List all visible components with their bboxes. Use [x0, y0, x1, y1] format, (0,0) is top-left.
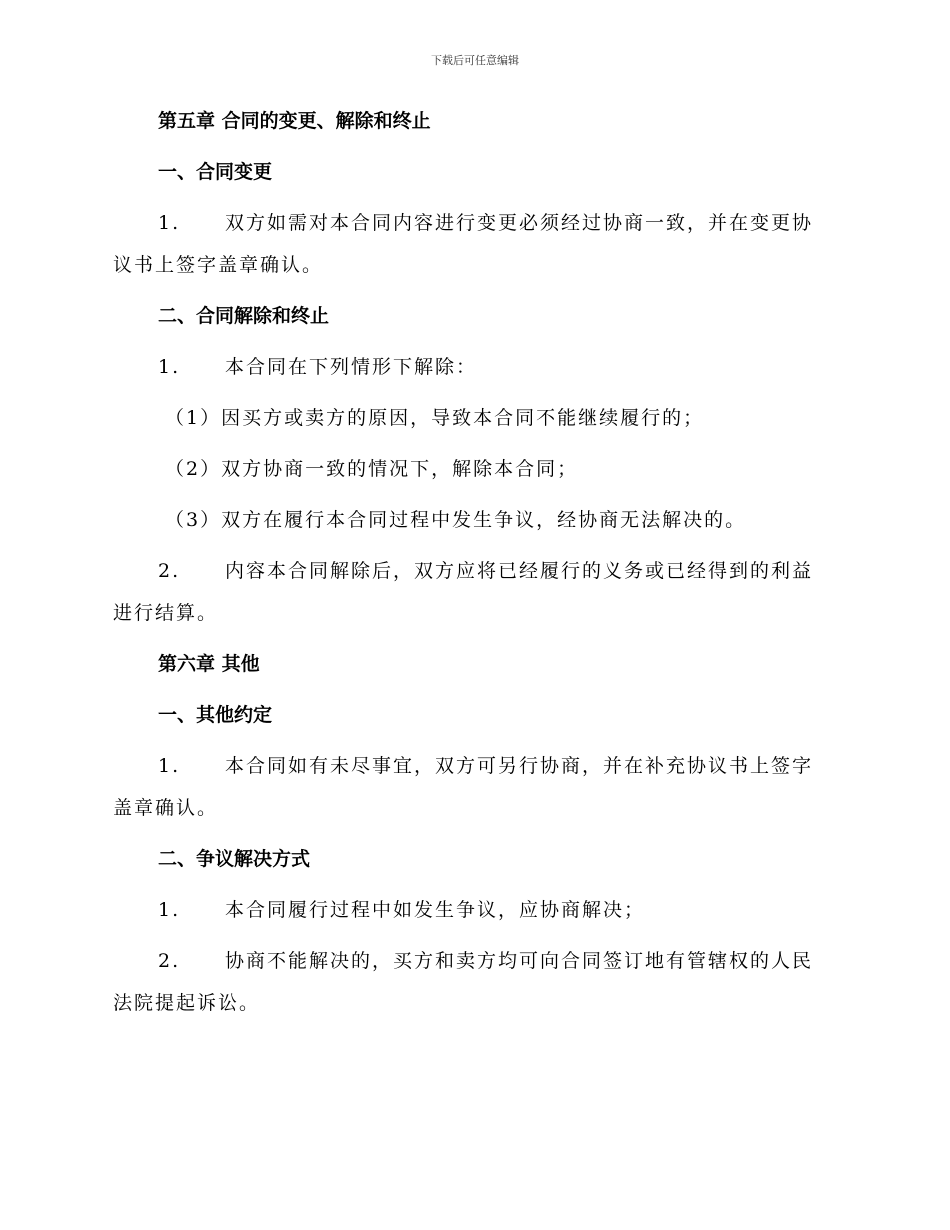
clause-text-continued: 法院提起诉讼。	[113, 992, 261, 1014]
termination-item-2: （2）双方协商一致的情况下，解除本合同；	[165, 458, 579, 480]
section-dispute-resolution-title: 二、争议解决方式	[158, 848, 311, 870]
clause-text: 内容本合同解除后，双方应将已经履行的义务或已经得到的利益	[225, 560, 814, 582]
clause-number: 2.	[158, 950, 181, 972]
clause-text-continued: 盖章确认。	[113, 797, 219, 819]
clause-text: 本合同在下列情形下解除：	[225, 356, 478, 378]
clause-number: 1.	[158, 899, 181, 921]
chapter-6-title: 第六章 其他	[158, 653, 260, 675]
clause-text: 双方如需对本合同内容进行变更必须经过协商一致，并在变更协	[225, 212, 814, 234]
section-termination-title: 二、合同解除和终止	[158, 305, 330, 327]
page-header: 下载后可任意编辑	[431, 54, 519, 67]
clause-number: 1.	[158, 356, 181, 378]
section-other-agreement-title: 一、其他约定	[158, 704, 273, 726]
clause-termination-2	[113, 558, 833, 626]
clause-termination-1	[113, 354, 833, 380]
clause-dispute-1	[113, 897, 833, 923]
document-body	[113, 108, 833, 1016]
clause-change-1	[113, 210, 833, 278]
clause-text: 本合同如有未尽事宜，双方可另行协商，并在补充协议书上签字	[225, 755, 814, 777]
clause-text: 本合同履行过程中如发生争议，应协商解决；	[225, 899, 646, 921]
clause-number: 2.	[158, 560, 181, 582]
clause-other-1	[113, 753, 833, 821]
clause-text-continued: 进行结算。	[113, 602, 219, 624]
chapter-5-title: 第五章 合同的变更、解除和终止	[158, 110, 431, 132]
clause-dispute-2	[113, 948, 833, 1016]
termination-item-1: （1）因买方或卖方的原因，导致本合同不能继续履行的；	[165, 407, 705, 429]
termination-item-3: （3）双方在履行本合同过程中发生争议，经协商无法解决的。	[165, 509, 747, 531]
clause-text: 协商不能解决的，买方和卖方均可向合同签订地有管辖权的人民	[225, 950, 814, 972]
clause-number: 1.	[158, 212, 181, 234]
clause-text-continued: 议书上签字盖章确认。	[113, 254, 324, 276]
section-contract-change-title: 一、合同变更	[158, 161, 273, 183]
clause-number: 1.	[158, 755, 181, 777]
